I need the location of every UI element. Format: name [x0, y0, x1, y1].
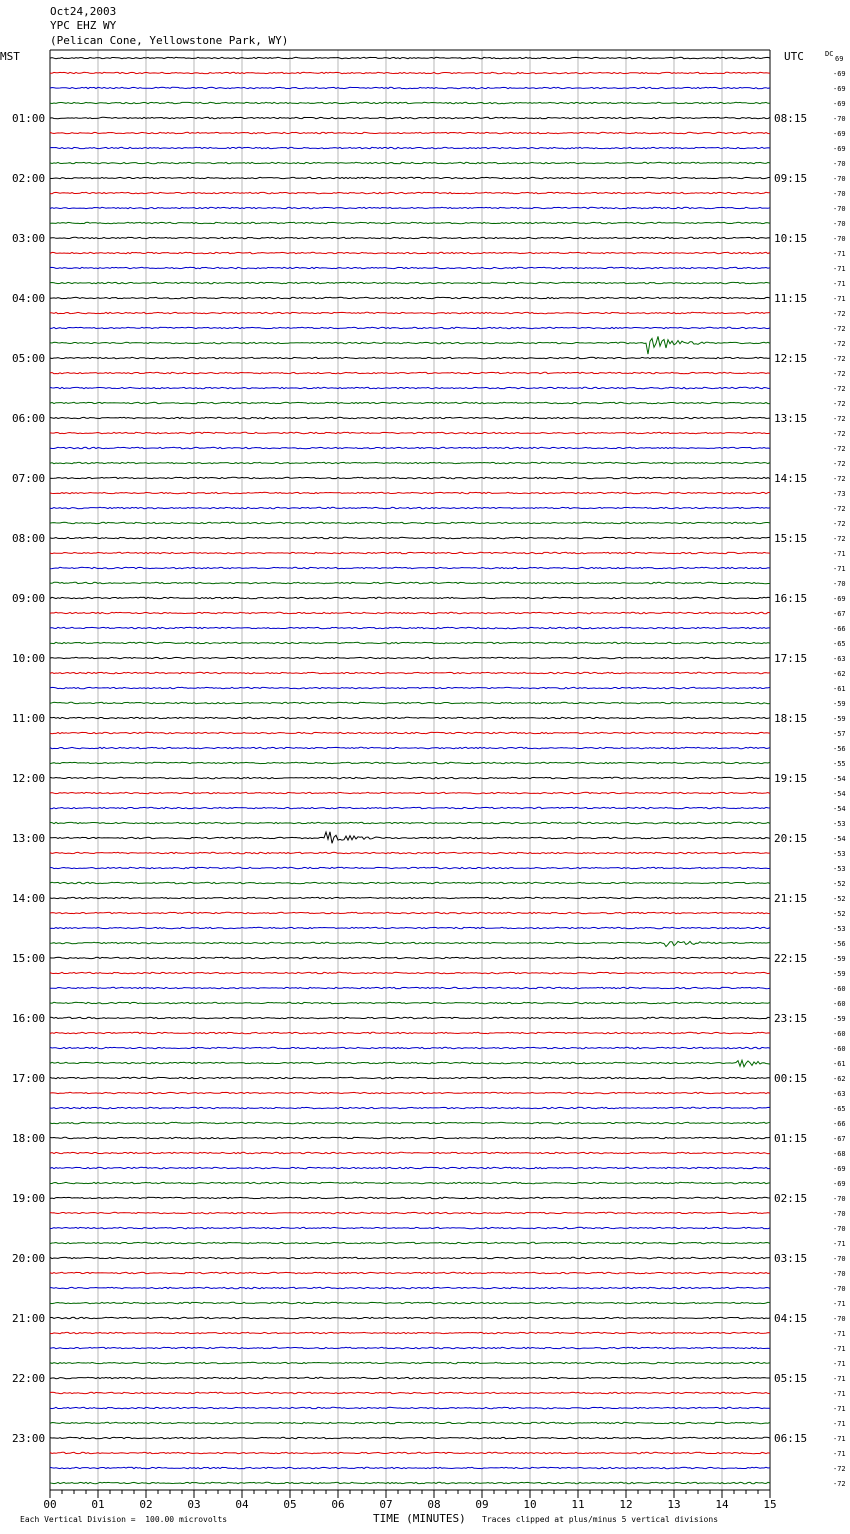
- x-tick-label-15: 15: [763, 1498, 777, 1511]
- dc-offset-label-63: -60: [833, 1000, 846, 1008]
- dc-offset-label-90: -71: [833, 1405, 846, 1413]
- trace-line-48: [50, 777, 770, 778]
- x-tick-label-14: 14: [715, 1498, 729, 1511]
- right-hour-label-7: 15:15: [774, 532, 808, 545]
- trace-line-41: [50, 672, 770, 673]
- dc-offset-label-43: -59: [833, 700, 846, 708]
- dc-offset-label-39: -65: [833, 640, 846, 648]
- dc-offset-label-76: -70: [833, 1195, 846, 1203]
- dc-offset-label-33: -71: [833, 550, 846, 558]
- trace-line-82: [50, 1287, 770, 1288]
- dc-offset-label-52: -54: [833, 835, 846, 843]
- left-hour-label-6: 07:00: [12, 472, 46, 485]
- dc-offset-label-5: -69: [833, 130, 846, 138]
- dc-offset-label-61: -59: [833, 970, 846, 978]
- right-hour-label-20: 04:15: [774, 1312, 808, 1325]
- trace-line-73: [50, 1152, 770, 1153]
- dc-offset-label-11: -70: [833, 220, 846, 228]
- trace-line-59: [50, 941, 770, 946]
- dc-offset-label-91: -71: [833, 1420, 846, 1428]
- dc-offset-label-29: -73: [833, 490, 846, 498]
- dc-offset-label-14: -71: [833, 265, 846, 273]
- dc-offset-label-66: -60: [833, 1045, 846, 1053]
- x-tick-label-02: 02: [139, 1498, 153, 1511]
- dc-offset-label-56: -52: [833, 895, 846, 903]
- trace-line-85: [50, 1332, 770, 1333]
- dc-offset-label-65: -60: [833, 1030, 846, 1038]
- trace-line-88: [50, 1377, 770, 1378]
- dc-offset-label-3: -69: [833, 100, 846, 108]
- trace-line-29: [50, 492, 770, 493]
- trace-line-19: [50, 336, 770, 354]
- trace-line-51: [50, 822, 770, 823]
- left-hour-label-3: 04:00: [12, 292, 46, 305]
- left-hour-label-2: 03:00: [12, 232, 46, 245]
- trace-line-13: [50, 252, 770, 253]
- left-hour-label-11: 12:00: [12, 772, 46, 785]
- trace-line-21: [50, 372, 770, 373]
- dc-offset-label-70: -65: [833, 1105, 846, 1113]
- trace-line-84: [50, 1317, 770, 1318]
- dc-offset-label-89: -71: [833, 1390, 846, 1398]
- trace-line-57: [50, 912, 770, 913]
- trace-line-4: [50, 117, 770, 118]
- dc-offset-label-77: -70: [833, 1210, 846, 1218]
- clip-note: Traces clipped at plus/minus 5 vertical divisions: [482, 1515, 719, 1524]
- dc-offset-label-72: -67: [833, 1135, 846, 1143]
- dc-offset-label-25: -72: [833, 430, 846, 438]
- dc-offset-label-87: -71: [833, 1360, 846, 1368]
- dc-offset-label-62: -60: [833, 985, 846, 993]
- dc-offset-label-2: -69: [833, 85, 846, 93]
- trace-line-90: [50, 1407, 770, 1408]
- x-tick-label-09: 09: [475, 1498, 489, 1511]
- trace-line-50: [50, 807, 770, 808]
- dc-offset-label-86: -71: [833, 1345, 846, 1353]
- left-hour-label-7: 08:00: [12, 532, 46, 545]
- left-timezone-label: MST: [0, 50, 20, 63]
- dc-offset-label-60: -59: [833, 955, 846, 963]
- dc-offset-label-71: -66: [833, 1120, 846, 1128]
- trace-line-81: [50, 1272, 770, 1273]
- dc-offset-label-84: -70: [833, 1315, 846, 1323]
- left-hour-label-5: 06:00: [12, 412, 46, 425]
- trace-line-77: [50, 1212, 770, 1213]
- x-tick-label-07: 07: [379, 1498, 393, 1511]
- x-tick-label-04: 04: [235, 1498, 249, 1511]
- trace-line-55: [50, 882, 770, 883]
- right-hour-label-11: 19:15: [774, 772, 808, 785]
- trace-line-15: [50, 282, 770, 283]
- dc-offset-label-41: -62: [833, 670, 846, 678]
- trace-line-93: [50, 1452, 770, 1453]
- trace-line-2: [50, 87, 770, 88]
- dc-offset-label-49: -54: [833, 790, 846, 798]
- trace-line-72: [50, 1137, 770, 1138]
- trace-line-87: [50, 1362, 770, 1363]
- left-hour-label-4: 05:00: [12, 352, 46, 365]
- dc-offset-label-17: -72: [833, 310, 846, 318]
- trace-line-95: [50, 1482, 770, 1483]
- trace-line-64: [50, 1017, 770, 1018]
- dc-offset-label-47: -55: [833, 760, 846, 768]
- scale-note: Each Vertical Division = 100.00 microvolts: [20, 1515, 228, 1524]
- left-hour-label-16: 17:00: [12, 1072, 46, 1085]
- trace-line-79: [50, 1242, 770, 1243]
- dc-offset-label-13: -71: [833, 250, 846, 258]
- trace-line-17: [50, 312, 770, 313]
- right-hour-label-3: 11:15: [774, 292, 808, 305]
- dc-offset-label-64: -59: [833, 1015, 846, 1023]
- right-hour-label-21: 05:15: [774, 1372, 808, 1385]
- dc-offset-label-9: -70: [833, 190, 846, 198]
- dc-offset-label-12: -70: [833, 235, 846, 243]
- dc-offset-label-35: -70: [833, 580, 846, 588]
- right-hour-label-17: 01:15: [774, 1132, 808, 1145]
- trace-line-6: [50, 147, 770, 148]
- trace-line-53: [50, 852, 770, 853]
- trace-line-52: [50, 832, 770, 844]
- trace-line-63: [50, 1002, 770, 1003]
- trace-line-62: [50, 987, 770, 988]
- dc-offset-label-38: -66: [833, 625, 846, 633]
- dc-offset-label-20: -72: [833, 355, 846, 363]
- right-hour-label-19: 03:15: [774, 1252, 808, 1265]
- right-hour-label-14: 22:15: [774, 952, 808, 965]
- left-hour-label-10: 11:00: [12, 712, 46, 725]
- right-hour-label-10: 18:15: [774, 712, 808, 725]
- trace-line-20: [50, 357, 770, 358]
- trace-line-78: [50, 1227, 770, 1228]
- dc-offset-label-94: -72: [833, 1465, 846, 1473]
- trace-line-25: [50, 432, 770, 433]
- dc-offset-label-95: -72: [833, 1480, 846, 1488]
- trace-line-83: [50, 1302, 770, 1303]
- trace-line-35: [50, 582, 770, 583]
- trace-line-23: [50, 402, 770, 403]
- dc-offset-label-32: -72: [833, 535, 846, 543]
- trace-line-47: [50, 762, 770, 763]
- left-hour-label-13: 14:00: [12, 892, 46, 905]
- right-hour-label-6: 14:15: [774, 472, 808, 485]
- dc-offset-label-40: -63: [833, 655, 846, 663]
- trace-line-33: [50, 552, 770, 553]
- trace-line-58: [50, 927, 770, 928]
- dc-offset-label-42: -61: [833, 685, 846, 693]
- dc-offset-label-27: -72: [833, 460, 846, 468]
- dc-offset-label-73: -68: [833, 1150, 846, 1158]
- dc-offset-label-83: -71: [833, 1300, 846, 1308]
- left-hour-label-9: 10:00: [12, 652, 46, 665]
- right-hour-label-22: 06:15: [774, 1432, 808, 1445]
- trace-line-10: [50, 207, 770, 208]
- trace-line-16: [50, 297, 770, 298]
- trace-line-61: [50, 972, 770, 973]
- trace-line-44: [50, 717, 770, 718]
- right-hour-label-2: 10:15: [774, 232, 808, 245]
- left-hour-label-20: 21:00: [12, 1312, 46, 1325]
- trace-line-30: [50, 507, 770, 508]
- x-tick-label-13: 13: [667, 1498, 681, 1511]
- x-tick-label-11: 11: [571, 1498, 585, 1511]
- trace-line-38: [50, 627, 770, 628]
- trace-line-5: [50, 132, 770, 133]
- dc-offset-label-21: -72: [833, 370, 846, 378]
- trace-line-91: [50, 1422, 770, 1423]
- trace-line-14: [50, 267, 770, 268]
- trace-line-60: [50, 957, 770, 958]
- dc-offset-label-34: -71: [833, 565, 846, 573]
- left-hour-label-18: 19:00: [12, 1192, 46, 1205]
- dc-offset-label-53: -53: [833, 850, 846, 858]
- right-hour-label-15: 23:15: [774, 1012, 808, 1025]
- dc-offset-label-79: -71: [833, 1240, 846, 1248]
- left-hour-label-17: 18:00: [12, 1132, 46, 1145]
- trace-line-56: [50, 897, 770, 898]
- trace-line-74: [50, 1167, 770, 1168]
- dc-offset-label-48: -54: [833, 775, 846, 783]
- trace-line-22: [50, 387, 770, 388]
- dc-offset-label-55: -52: [833, 880, 846, 888]
- x-tick-label-08: 08: [427, 1498, 441, 1511]
- dc-offset-label-59: -56: [833, 940, 846, 948]
- left-hour-label-1: 02:00: [12, 172, 46, 185]
- dc-offset-label-30: -72: [833, 505, 846, 513]
- trace-line-8: [50, 177, 770, 178]
- dc-offset-label-75: -69: [833, 1180, 846, 1188]
- dc-offset-label-50: -54: [833, 805, 846, 813]
- right-hour-label-13: 21:15: [774, 892, 808, 905]
- right-hour-label-5: 13:15: [774, 412, 808, 425]
- dc-offset-label-74: -69: [833, 1165, 846, 1173]
- trace-line-37: [50, 612, 770, 613]
- dc-header-label: DC: [825, 50, 834, 58]
- station-location: (Pelican Cone, Yellowstone Park, WY): [50, 34, 289, 47]
- dc-offset-label-68: -62: [833, 1075, 846, 1083]
- trace-line-43: [50, 702, 770, 703]
- trace-line-31: [50, 522, 770, 523]
- trace-line-1: [50, 72, 770, 73]
- dc-offset-label-16: -71: [833, 295, 846, 303]
- right-hour-label-16: 00:15: [774, 1072, 808, 1085]
- right-hour-label-8: 16:15: [774, 592, 808, 605]
- right-timezone-label: UTC: [784, 50, 804, 63]
- dc-offset-label-46: -56: [833, 745, 846, 753]
- dc-offset-label-18: -72: [833, 325, 846, 333]
- dc-offset-label-58: -53: [833, 925, 846, 933]
- right-hour-label-4: 12:15: [774, 352, 808, 365]
- dc-offset-label-36: -69: [833, 595, 846, 603]
- trace-line-69: [50, 1092, 770, 1093]
- dc-offset-label-80: -70: [833, 1255, 846, 1263]
- trace-line-26: [50, 447, 770, 448]
- trace-line-54: [50, 867, 770, 868]
- left-hour-label-21: 22:00: [12, 1372, 46, 1385]
- dc-offset-label-54: -53: [833, 865, 846, 873]
- dc-offset-label-57: -52: [833, 910, 846, 918]
- trace-line-92: [50, 1437, 770, 1438]
- left-hour-label-14: 15:00: [12, 952, 46, 965]
- trace-line-75: [50, 1182, 770, 1183]
- trace-line-42: [50, 687, 770, 688]
- trace-line-70: [50, 1107, 770, 1108]
- dc-offset-label-10: -70: [833, 205, 846, 213]
- trace-line-12: [50, 237, 770, 238]
- trace-line-40: [50, 657, 770, 658]
- dc-offset-label-6: -69: [833, 145, 846, 153]
- trace-line-94: [50, 1467, 770, 1468]
- trace-line-71: [50, 1122, 770, 1123]
- dc-offset-label-85: -71: [833, 1330, 846, 1338]
- dc-offset-label-88: -71: [833, 1375, 846, 1383]
- x-tick-label-01: 01: [91, 1498, 105, 1511]
- dc-offset-label-69: -63: [833, 1090, 846, 1098]
- right-hour-label-18: 02:15: [774, 1192, 808, 1205]
- left-hour-label-19: 20:00: [12, 1252, 46, 1265]
- dc-offset-label-1: -69: [833, 70, 846, 78]
- dc-offset-label-81: -70: [833, 1270, 846, 1278]
- dc-offset-label-92: -71: [833, 1435, 846, 1443]
- trace-line-65: [50, 1032, 770, 1033]
- right-hour-label-12: 20:15: [774, 832, 808, 845]
- left-hour-label-15: 16:00: [12, 1012, 46, 1025]
- dc-offset-label-67: -61: [833, 1060, 846, 1068]
- x-tick-label-03: 03: [187, 1498, 201, 1511]
- trace-line-32: [50, 537, 770, 538]
- trace-line-36: [50, 597, 770, 598]
- dc-offset-label-93: -71: [833, 1450, 846, 1458]
- right-hour-label-1: 09:15: [774, 172, 808, 185]
- trace-line-49: [50, 792, 770, 793]
- dc-offset-label-0: 69: [835, 55, 844, 63]
- dc-offset-label-15: -71: [833, 280, 846, 288]
- trace-line-7: [50, 162, 770, 163]
- dc-offset-label-8: -70: [833, 175, 846, 183]
- dc-offset-label-4: -70: [833, 115, 846, 123]
- left-hour-label-22: 23:00: [12, 1432, 46, 1445]
- trace-line-0: [50, 57, 770, 58]
- dc-offset-label-19: -72: [833, 340, 846, 348]
- left-hour-label-0: 01:00: [12, 112, 46, 125]
- dc-offset-label-82: -70: [833, 1285, 846, 1293]
- x-tick-label-12: 12: [619, 1498, 633, 1511]
- x-axis-title: TIME (MINUTES): [373, 1512, 466, 1525]
- trace-line-11: [50, 222, 770, 223]
- trace-line-80: [50, 1257, 770, 1258]
- trace-line-66: [50, 1047, 770, 1048]
- dc-offset-label-26: -72: [833, 445, 846, 453]
- trace-line-89: [50, 1392, 770, 1393]
- trace-line-68: [50, 1077, 770, 1078]
- left-hour-label-8: 09:00: [12, 592, 46, 605]
- dc-offset-label-7: -70: [833, 160, 846, 168]
- dc-offset-label-22: -72: [833, 385, 846, 393]
- dc-offset-label-44: -59: [833, 715, 846, 723]
- right-hour-label-9: 17:15: [774, 652, 808, 665]
- dc-offset-label-51: -53: [833, 820, 846, 828]
- trace-line-18: [50, 327, 770, 328]
- trace-line-34: [50, 567, 770, 568]
- x-tick-label-06: 06: [331, 1498, 345, 1511]
- trace-line-39: [50, 642, 770, 643]
- trace-line-28: [50, 477, 770, 478]
- x-tick-label-05: 05: [283, 1498, 297, 1511]
- trace-line-67: [50, 1060, 770, 1066]
- dc-offset-label-78: -70: [833, 1225, 846, 1233]
- x-tick-label-00: 00: [43, 1498, 57, 1511]
- trace-line-3: [50, 102, 770, 103]
- dc-offset-label-23: -72: [833, 400, 846, 408]
- trace-line-45: [50, 732, 770, 733]
- right-hour-label-0: 08:15: [774, 112, 808, 125]
- trace-line-46: [50, 747, 770, 748]
- dc-offset-label-45: -57: [833, 730, 846, 738]
- trace-line-27: [50, 462, 770, 463]
- dc-offset-label-37: -67: [833, 610, 846, 618]
- left-hour-label-12: 13:00: [12, 832, 46, 845]
- dc-offset-label-24: -72: [833, 415, 846, 423]
- dc-offset-label-31: -72: [833, 520, 846, 528]
- trace-line-9: [50, 192, 770, 193]
- dc-offset-label-28: -72: [833, 475, 846, 483]
- plot-date: Oct24,2003: [50, 5, 117, 18]
- trace-line-24: [50, 417, 770, 418]
- x-tick-label-10: 10: [523, 1498, 537, 1511]
- station-code: YPC EHZ WY: [50, 19, 117, 32]
- trace-line-76: [50, 1197, 770, 1198]
- trace-line-86: [50, 1347, 770, 1348]
